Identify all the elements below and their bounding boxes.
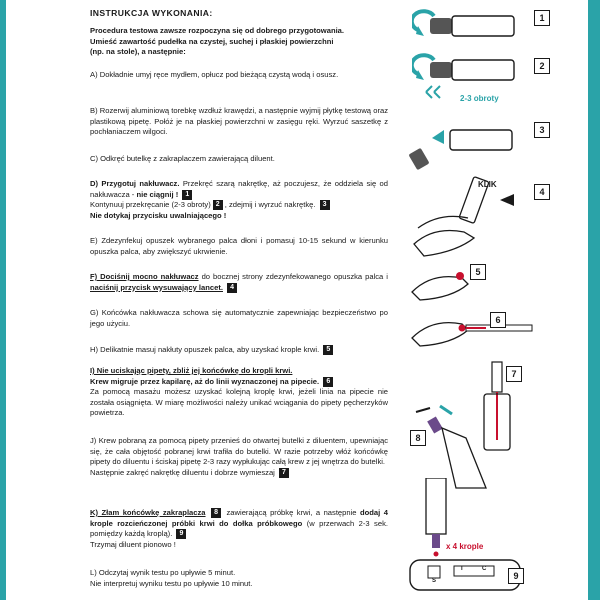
pipette-bulb-icon	[492, 362, 502, 392]
intro-line-3: (np. na stole), a następnie:	[90, 47, 186, 57]
teal-border-left	[0, 0, 6, 600]
dropper-bottle-icon	[426, 478, 446, 534]
page-title: INSTRUKCJA WYKONANIA:	[90, 8, 213, 18]
marker-5: 5	[323, 345, 333, 355]
step-e: E) Zdezynfekuj opuszek wybranego palca dłoni i pomasuj 10-15 sekund w kierunku opuszka palca, aby zwiększyć ukrwienie.	[90, 236, 388, 256]
intro-line-1: Procedura testowa zawsze rozpoczyna się od dobrego przygotowania.	[90, 26, 345, 35]
marker-9: 9	[176, 529, 186, 539]
illustration-6-pipette-drop	[406, 308, 536, 352]
illustration-4-lancet-click	[404, 172, 528, 262]
step-i-text: Za pomocą masażu możesz uzyskać kolejną kroplę krwi, jeżeli linia na pipecie nie została osiągnięta. W miarę możliwości należy unikać wciągania do pipety pęcherzyków powietrza.	[90, 387, 388, 418]
step-k	[90, 508, 388, 550]
step-d-continue: Kontynuuj przekręcanie (2-3 obroty)	[90, 200, 211, 210]
step-d-warning: nie ciągnij !	[136, 189, 179, 199]
step-l-line-2: Nie interpretuj wyniku testu po upływie 10 minut.	[90, 578, 253, 588]
lancet-cap-icon	[430, 62, 452, 78]
rotations-label: 2-3 obroty	[460, 94, 499, 103]
test-line-label: T	[460, 566, 464, 572]
break-arrow-teal-icon	[440, 406, 452, 414]
intro-paragraph	[90, 26, 388, 58]
marker-6: 6	[323, 377, 333, 387]
intro-line-2: Umieść zawartość pudełka na czystej, suchej i płaskiej powierzchni	[90, 36, 334, 46]
step-h	[90, 345, 388, 356]
step-d-text: Przekręć szarą nakrętkę, aż poczujesz, że oddziela się od nakłuwacza -	[90, 179, 388, 199]
step-d-remove: , zdejmij i wyrzuć nakrętkę.	[224, 200, 316, 210]
step-number-6: 6	[490, 312, 506, 328]
break-arrow-icon	[416, 408, 430, 412]
removed-cap-icon	[408, 148, 429, 171]
teal-border-right	[588, 0, 600, 600]
marker-8: 8	[211, 508, 221, 518]
finger-icon	[414, 231, 474, 257]
step-k-action: dodaj 4 krople rozcieńczonej próbki krwi do dołka próbkowego	[90, 508, 388, 528]
step-k-then: następnie	[323, 508, 357, 517]
repeat-arrows-icon	[426, 86, 440, 98]
step-number-9: 9	[508, 568, 524, 584]
step-f-title: F) Dociśnij mocno nakłuwacz	[90, 272, 199, 281]
step-j-last: Następnie zakręć nakrętkę diluentu i dobrze wymieszaj	[90, 467, 275, 477]
step-f-action: naciśnij przycisk wysuwający lancet.	[90, 282, 223, 292]
drop-icon	[434, 552, 439, 557]
step-k-interval: (w przerwach 2-3 sek. pomiędzy każdą kroplą).	[90, 518, 388, 539]
step-number-8: 8	[410, 430, 426, 446]
step-number-7: 7	[506, 366, 522, 382]
step-i-migration: Krew migruje przez kapilarę, aż do linii wyznaczonej na pipecie.	[90, 376, 320, 386]
control-line-label: C	[482, 566, 487, 572]
step-number-1: 1	[534, 10, 550, 26]
lancet-body-icon	[452, 60, 514, 80]
step-h-text: H) Delikatnie masuj nakłuty opuszek palca, aby uzyskać krople krwi.	[90, 345, 320, 354]
finger-icon	[412, 277, 468, 300]
step-j-text: J) Krew pobraną za pomocą pipety przenieś do otwartej butelki z diluentem, upewniając się, że cała objętość pobranej krwi trafiła do butelki. W razie potrzeby włóż końcówkę pipety do diluentu i ściskaj pipetę 2-3 razy wypłukując całą krew z jej wnętrza do butelki.	[90, 436, 388, 467]
step-d-title: D) Przygotuj nakłuwacz.	[90, 179, 180, 188]
step-number-5: 5	[470, 264, 486, 280]
marker-4: 4	[227, 283, 237, 293]
step-f-text: do bocznej strony zdezynfekowanego opuszka palca i	[201, 272, 388, 281]
test-cassette-icon	[410, 560, 520, 590]
step-i	[90, 366, 388, 419]
lancet-cap-icon	[430, 18, 452, 34]
click-arrow-icon	[500, 194, 514, 206]
step-j	[90, 436, 388, 478]
marker-1: 1	[182, 190, 192, 200]
step-d-no-touch: Nie dotykaj przycisku uwalniającego !	[90, 210, 227, 220]
step-number-4: 4	[534, 184, 550, 200]
step-a: A) Dokładnie umyj ręce mydłem, opłucz pod bieżącą czystą wodą i osusz.	[90, 70, 339, 79]
step-l	[90, 568, 388, 589]
step-number-3: 3	[534, 122, 550, 138]
blood-drop-icon	[456, 272, 464, 280]
step-c: C) Odkręć butelkę z zakraplaczem zawierającą diluent.	[90, 154, 275, 163]
step-d	[90, 179, 388, 221]
marker-3: 3	[320, 200, 330, 210]
sample-well-label: S	[432, 578, 437, 584]
illustration-3-cap-removed	[408, 120, 522, 176]
marker-2: 2	[213, 200, 223, 210]
step-k-last: Trzymaj diluent pionowo !	[90, 539, 176, 549]
marker-7: 7	[279, 468, 289, 478]
step-k-title: K) Złam końcówkę zakraplacza	[90, 508, 206, 517]
step-b: B) Rozerwij aluminiową torebkę wzdłuż krawędzi, a następnie wyjmij płytkę testową oraz plastikową pipetę. Połóż je na płaskiej powierzchni w zasięgu ręki. Wyrzuć saszetkę z pochłaniaczem wilgoci.	[90, 106, 388, 137]
drops-label: x 4 krople	[446, 542, 484, 551]
lancet-body-icon	[452, 16, 514, 36]
step-number-2: 2	[534, 58, 550, 74]
dropper-tip-icon	[432, 534, 440, 548]
step-i-title: I) Nie uciskając pipety, zbliż jej końcówkę do kropli krwi.	[90, 366, 293, 375]
lancet-body-icon	[450, 130, 512, 150]
dropper-tip-icon	[427, 416, 443, 433]
step-l-line-1: L) Odczytaj wynik testu po upływie 5 minut.	[90, 568, 236, 577]
blood-drop-icon	[459, 325, 466, 332]
click-label: KLIK	[478, 180, 497, 189]
step-k-text: zawierającą próbkę krwi, a	[226, 508, 321, 517]
illustration-1-lancet-twist	[412, 8, 522, 42]
pull-arrow-icon	[432, 130, 444, 144]
step-g: G) Końcówka nakłuwacza schowa się automatycznie zapewniając bezpieczeństwo po jego użyciu.	[90, 308, 388, 328]
step-f	[90, 272, 388, 293]
